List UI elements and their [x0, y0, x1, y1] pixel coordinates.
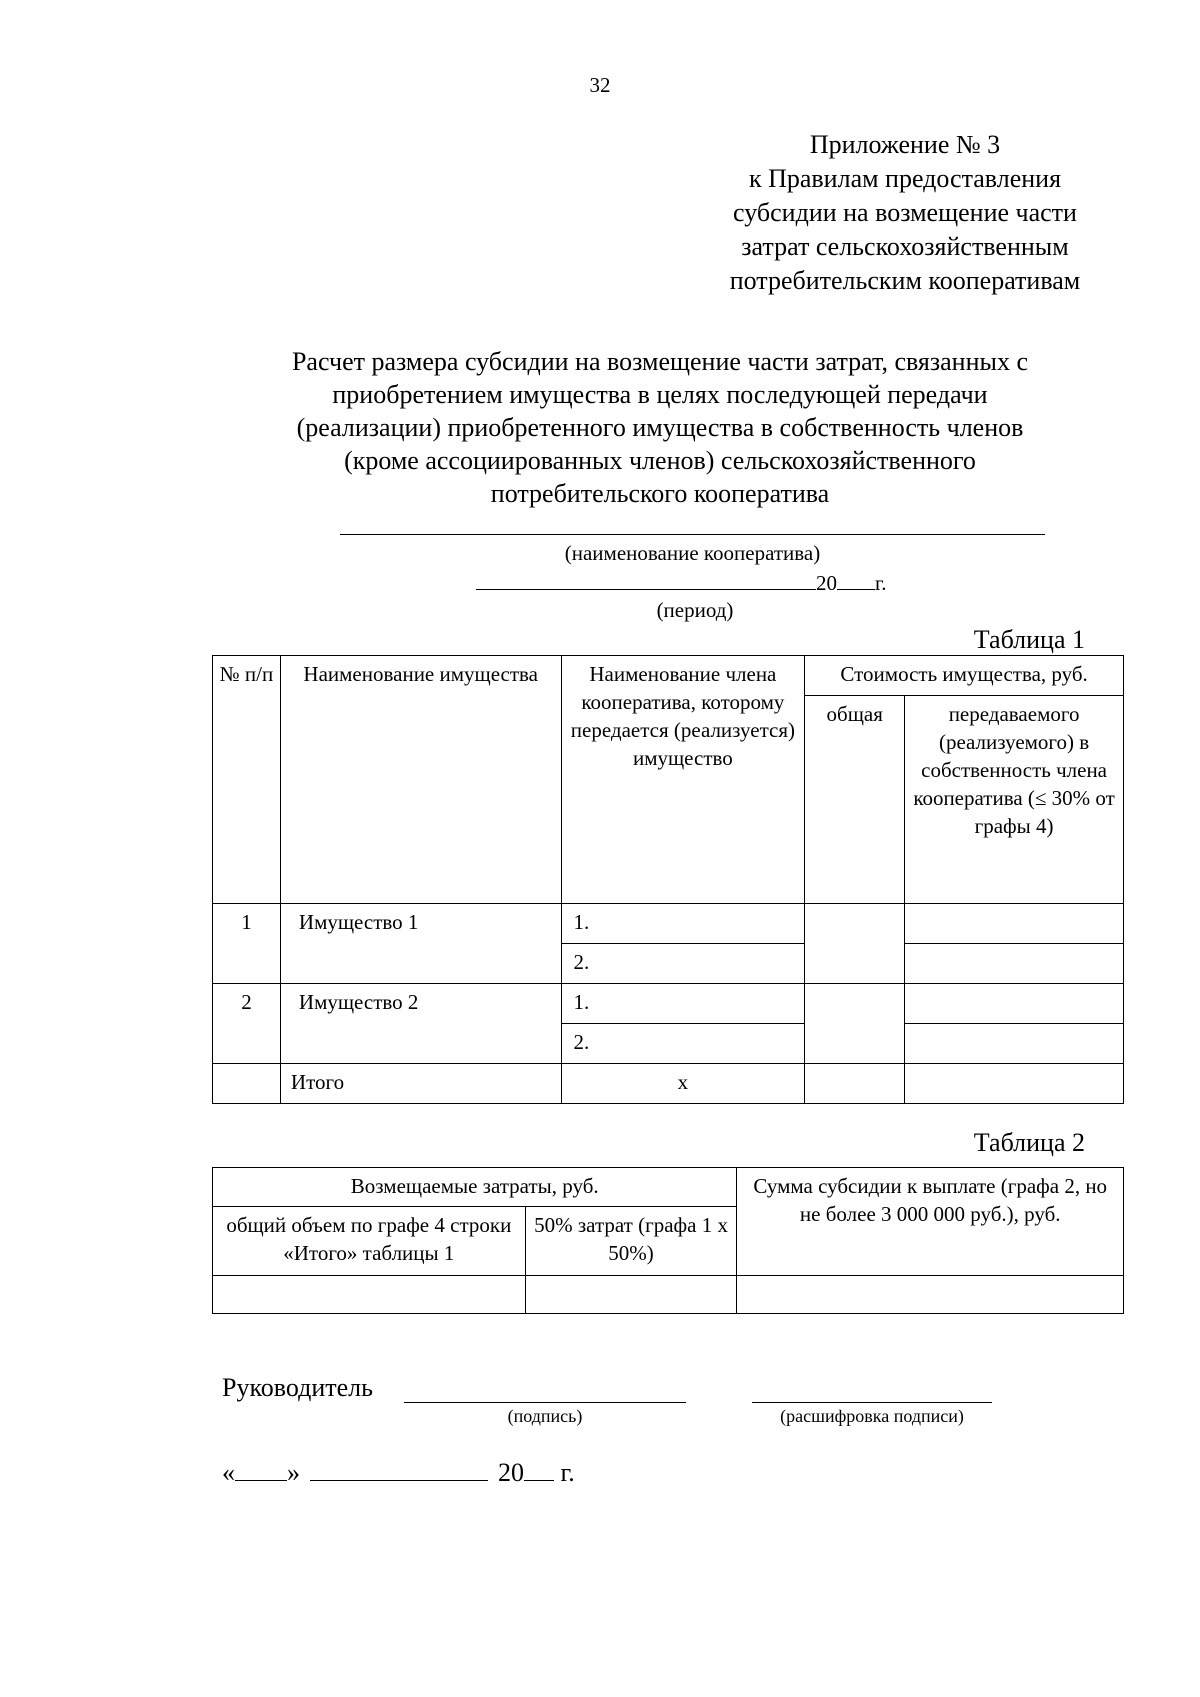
- cell-transferred[interactable]: [905, 904, 1124, 944]
- row-member: 2.: [561, 1024, 805, 1064]
- cell-total[interactable]: [805, 1064, 905, 1104]
- date-day-blank[interactable]: [235, 1458, 287, 1481]
- period-blank[interactable]: [476, 571, 816, 590]
- header-subsidy: Сумма субсидии к выплате (графа 2, но не более 3 000 000 руб.), руб.: [737, 1168, 1124, 1276]
- document-title: [240, 345, 1080, 510]
- appendix-line: Приложение № 3: [809, 130, 1001, 159]
- table1-caption: Таблица 1: [973, 625, 1085, 654]
- coop-name-line[interactable]: [340, 534, 1045, 535]
- date-year-prefix: 20: [498, 1458, 524, 1487]
- header-cost: Стоимость имущества, руб.: [805, 656, 1124, 696]
- date-open-quote: «: [222, 1458, 235, 1487]
- period-year-suffix: г.: [875, 571, 887, 595]
- page-number: 32: [589, 73, 611, 97]
- total-member: х: [561, 1064, 805, 1104]
- signature-label: Руководитель: [222, 1373, 373, 1402]
- signature-line[interactable]: [404, 1402, 686, 1403]
- total-num: [213, 1064, 281, 1104]
- table2-caption: Таблица 2: [973, 1128, 1085, 1157]
- title-line: приобретением имущества в целях последующей передачи: [332, 380, 988, 409]
- date-month-blank[interactable]: [310, 1458, 488, 1481]
- header-name: Наименование имущества: [280, 656, 561, 904]
- period-caption: (период): [656, 598, 734, 622]
- header-transferred: передаваемого (реализуемого) в собственность члена кооператива (≤ 30% от графы 4): [905, 696, 1124, 904]
- date-close-quote: »: [287, 1458, 300, 1487]
- cell-volume[interactable]: [213, 1276, 526, 1314]
- appendix-header: [690, 128, 1120, 298]
- table-row: [213, 904, 1124, 944]
- title-line: (кроме ассоциированных членов) сельскохозяйственного: [344, 446, 976, 475]
- header-num: № п/п: [213, 656, 281, 904]
- title-line: потребительского кооператива: [490, 479, 830, 508]
- cell-percent[interactable]: [525, 1276, 737, 1314]
- header-volume: общий объем по графе 4 строки «Итого» таблицы 1: [213, 1207, 526, 1276]
- appendix-line: к Правилам предоставления: [748, 164, 1062, 193]
- cell-subsidy[interactable]: [737, 1276, 1124, 1314]
- header-costs: Возмещаемые затраты, руб.: [213, 1168, 737, 1207]
- appendix-line: затрат сельскохозяйственным: [741, 232, 1069, 261]
- date-year-blank[interactable]: [524, 1458, 554, 1481]
- signature-decode-line[interactable]: [752, 1402, 992, 1403]
- period-line: [476, 571, 887, 596]
- date-year-suffix: г.: [560, 1458, 575, 1487]
- cell-transferred[interactable]: [905, 1064, 1124, 1104]
- header-percent: 50% затрат (графа 1 х 50%): [525, 1207, 737, 1276]
- total-row: [213, 1064, 1124, 1104]
- row-member: 2.: [561, 944, 805, 984]
- total-label: Итого: [280, 1064, 561, 1104]
- table2: [212, 1167, 1124, 1314]
- period-year-prefix: 20: [816, 571, 837, 595]
- cell-transferred[interactable]: [905, 984, 1124, 1024]
- cell-transferred[interactable]: [905, 1024, 1124, 1064]
- cell-transferred[interactable]: [905, 944, 1124, 984]
- appendix-line: потребительским кооперативам: [729, 266, 1081, 295]
- header-total: общая: [805, 696, 905, 904]
- title-line: Расчет размера субсидии на возмещение части затрат, связанных с: [291, 347, 1029, 376]
- row-num: 1: [213, 904, 281, 984]
- appendix-line: субсидии на возмещение части: [733, 198, 1077, 227]
- table1: [212, 655, 1124, 1104]
- signature-caption: (подпись): [507, 1406, 583, 1426]
- coop-name-caption: (наименование кооператива): [564, 541, 821, 565]
- cell-total[interactable]: [805, 904, 905, 984]
- period-year-blank[interactable]: [837, 571, 875, 590]
- table-row: [213, 1276, 1124, 1314]
- row-name: Имущество 1: [280, 904, 561, 984]
- row-member: 1.: [561, 904, 805, 944]
- row-name: Имущество 2: [280, 984, 561, 1064]
- title-line: (реализации) приобретенного имущества в собственность членов: [296, 413, 1024, 442]
- table-row: [213, 984, 1124, 1024]
- date-line: [222, 1458, 575, 1488]
- row-member: 1.: [561, 984, 805, 1024]
- signature-decode-caption: (расшифровка подписи): [780, 1406, 964, 1426]
- header-member: Наименование члена кооператива, которому передается (реализуется) имущество: [561, 656, 805, 904]
- row-num: 2: [213, 984, 281, 1064]
- cell-total[interactable]: [805, 984, 905, 1064]
